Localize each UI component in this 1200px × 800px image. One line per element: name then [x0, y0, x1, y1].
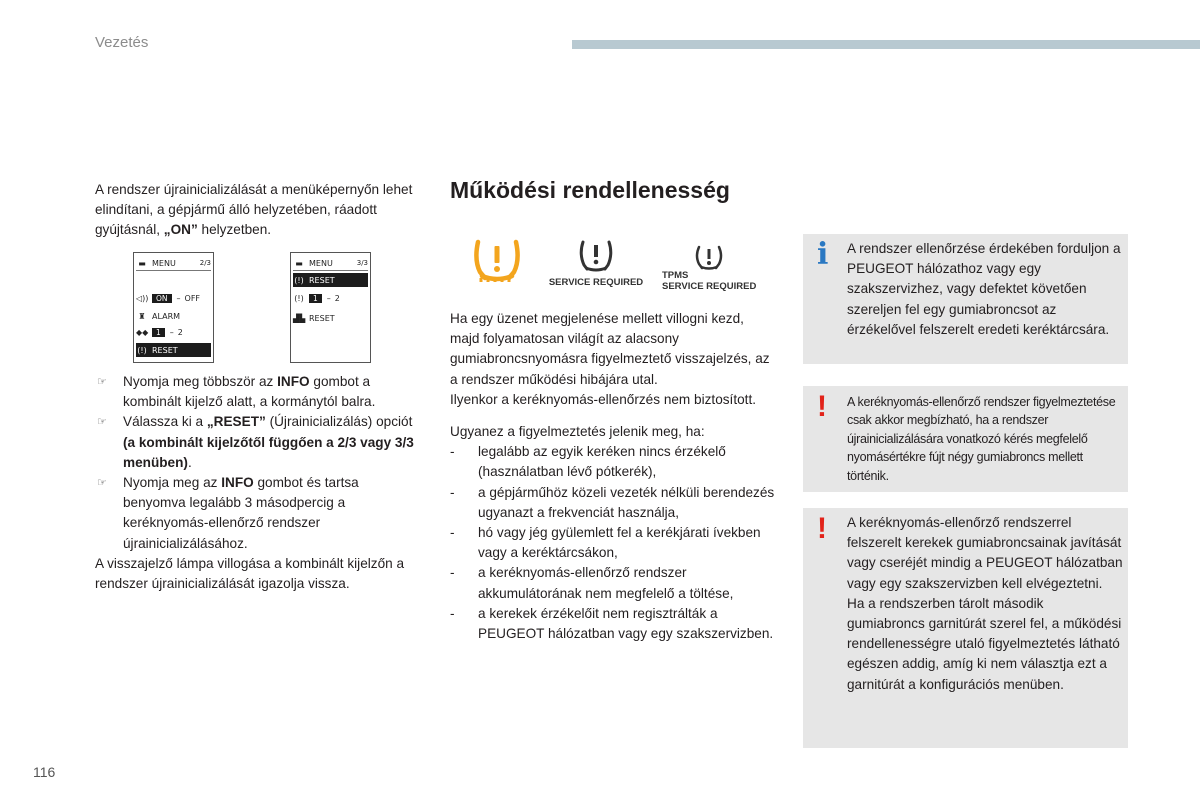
list-item: - hó vagy jég gyülemlett fel a kerékjárati ívekben vagy a keréktárcsákon, — [450, 525, 761, 561]
tpms-small-icon: (!) — [137, 345, 147, 355]
page-number: 116 — [33, 764, 56, 780]
pointer-icon: ☞ — [97, 477, 107, 490]
factory-icon: ▟▙ — [293, 313, 306, 323]
warning-icons — [450, 236, 790, 296]
section-heading: Működési rendellenesség — [450, 177, 730, 203]
menu-screen-3of3: ▬ MENU 3/3 (!) RESET (!) 1 – 2 ▟▙ RESET — [290, 252, 371, 363]
menu-screen-2of3: ▬ MENU 2/3 ◁)) ON – OFF ♜ ALARM ◆◆ 1 – 2 (!) RESET — [133, 252, 214, 363]
tpms-service-icon — [577, 238, 615, 272]
service-required-indicator: SERVICE REQUIRED — [546, 238, 646, 294]
tpms-service-icon — [694, 244, 724, 270]
tpms-small-icon: (!) — [294, 293, 304, 303]
list-item: - a gépjárműhöz közeli vezeték nélküli berendezés ugyanazt a frekvenciát használja, — [450, 484, 775, 520]
left-column — [95, 180, 420, 241]
info-box: i A rendszer ellenőrzése érdekében forduljon a PEUGEOT hálózathoz vagy egy szakszervizhez, vagy defektet követően szereljen fel egy gumiabroncsot az érzékelővel felszerelt eredeti keréktárcsára. — [803, 234, 1128, 364]
warning-icon: ! — [817, 390, 827, 423]
paragraph: Ilyenkor a keréknyomás-ellenőrzés nem biztosított. — [450, 391, 756, 407]
list-item: - a kerekek érzékelőit nem regisztrálták a PEUGEOT hálózatban vagy egy szakszervizben. — [450, 605, 774, 642]
warning-box: ! A keréknyomás-ellenőrző rendszerrel felszerelt kerekek gumiabroncsainak javítását vagy cseréjét mindig a PEUGEOT hálózatban vagy egy szakszervizben kell elvégeztetni. Ha a rendszerben tárolt második gumiabroncs garnitúrát szerel fel, a működési rendellenességre utaló figyelmeztetés látható egészen addig, amíg ki nem választja ezt a garnitúrát a konfigurációs menüben. — [803, 508, 1128, 748]
list-item: ☞ Nyomja meg az INFO gombot és tartsa benyomva legalább 3 másodpercig a keréknyomás-ellenőrző rendszer újrainicializálásához. — [97, 475, 359, 551]
pointer-icon: ☞ — [97, 376, 107, 388]
header-bar — [572, 40, 1200, 49]
pointer-icon: ☞ — [97, 416, 107, 429]
reset-intro: A rendszer újrainicializálását a menüképernyőn lehet elindítani, a gépjármű álló helyzetében, ráadott gyújtásnál, „ON” helyzetben. — [95, 182, 413, 238]
car-icon: ▬ — [138, 258, 146, 268]
warning-box: ! A keréknyomás-ellenőrző rendszer figyelmeztetése csak akkor megbízható, ha a rendszer újrainicializálására vonatkozó kérés megfelelő nyomásértékre fújt négy gumiabroncs mellett történik. — [803, 386, 1128, 492]
malfunction-text — [450, 309, 775, 644]
tpms-small-icon: (!) — [294, 275, 304, 285]
paragraph: Ugyanez a figyelmeztetés jelenik meg, ha: — [450, 424, 705, 440]
tpms-service-required-indicator: TPMS SERVICE REQUIRED — [662, 244, 762, 296]
car-icon: ▬ — [295, 258, 303, 268]
tpms-warning-icon — [472, 236, 522, 282]
paragraph: Ha egy üzenet megjelenése mellett villogni kezd, majd folyamatosan világít az alacsony gumiabroncsnyomásra figyelmeztető visszajelzés, az a rendszer működési hibájára utal. — [450, 311, 770, 387]
arrows-icon: ◆◆ — [136, 327, 149, 337]
list-item: - a keréknyomás-ellenőrző rendszer akkumulátorának nem megfelelő a töltése, — [450, 565, 734, 601]
info-icon: i — [817, 237, 829, 272]
confirmation-text: A visszajelző lámpa villogása a kombinált kijelzőn a rendszer újrainicializálását igazolja vissza. — [95, 555, 405, 592]
reset-steps — [95, 372, 420, 594]
header-title: Vezetés — [95, 34, 149, 51]
list-item: ☞ Válassza ki a „RESET” (Újrainicializálás) opciót (a kombinált kijelzőtől függően a 2/3 vagy 3/3 menüben). — [97, 414, 414, 470]
list-item: ☞ Nyomja meg többször az INFO gombot a kombinált kijelző alatt, a kormánytól balra. — [97, 374, 376, 410]
alarm-icon: ♜ — [138, 311, 146, 321]
list-item: - legalább az egyik keréken nincs érzékelő (használatban lévő pótkerék), — [450, 444, 726, 480]
sound-icon: ◁)) — [136, 293, 149, 303]
warning-icon: ! — [817, 512, 827, 545]
